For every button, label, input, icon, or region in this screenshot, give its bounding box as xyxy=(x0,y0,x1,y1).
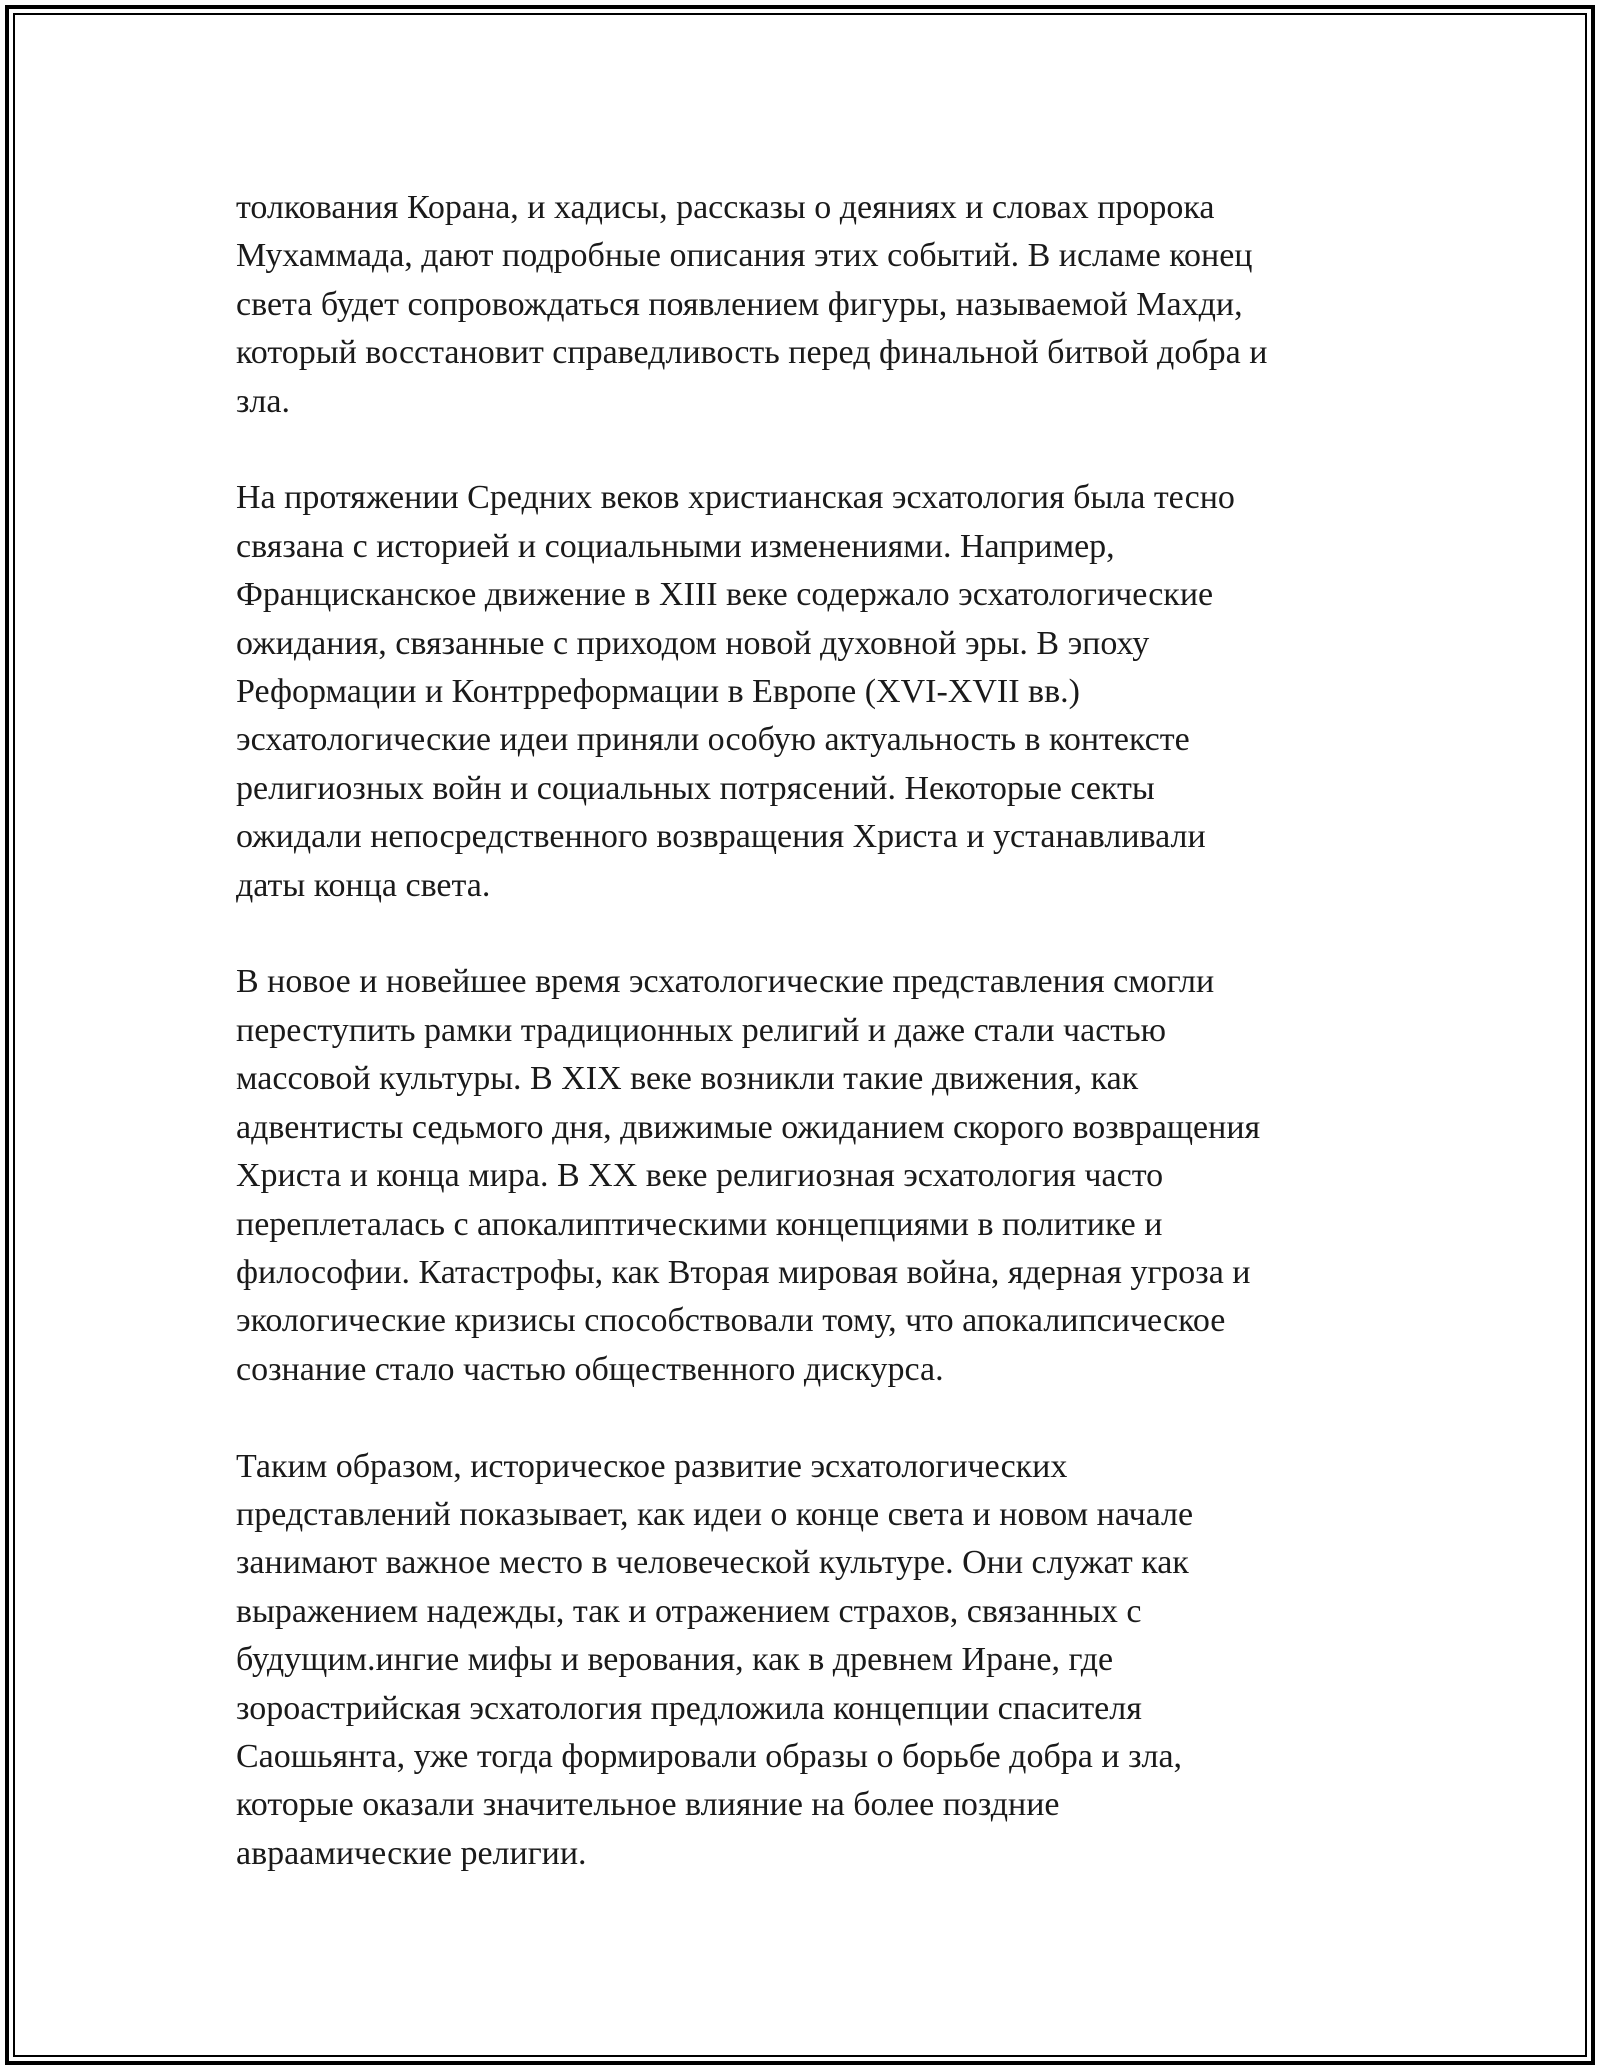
text-line: ожидали непосредственного возвращения Христа и устанавливали xyxy=(236,818,1206,856)
paragraph xyxy=(236,958,1376,1394)
text-line: даты конца света. xyxy=(236,866,491,904)
text-line: сознание стало частью общественного дискурса. xyxy=(236,1350,944,1388)
text-line: Христа и конца мира. В XX веке религиозная эсхатология часто xyxy=(236,1157,1164,1195)
text-line: которые оказали значительное влияние на более поздние xyxy=(236,1786,1060,1824)
text-line: зла. xyxy=(236,382,290,420)
text-line: адвентисты седьмого дня, движимые ожиданием скорого возвращения xyxy=(236,1108,1261,1146)
text-line: религиозных войн и социальных потрясений. Некоторые секты xyxy=(236,769,1155,807)
text-line: экологические кризисы способствовали тому, что апокалипсическое xyxy=(236,1302,1226,1340)
text-line: ожидания, связанные с приходом новой духовной эры. В эпоху xyxy=(236,624,1150,662)
text-line: зороастрийская эсхатология предложила концепции спасителя xyxy=(236,1689,1142,1727)
text-line: философии. Катастрофы, как Вторая мировая война, ядерная угроза и xyxy=(236,1253,1251,1291)
text-line: В новое и новейшее время эсхатологические представления смогли xyxy=(236,963,1215,1001)
text-line: переплеталась с апокалиптическими концепциями в политике и xyxy=(236,1205,1163,1243)
text-line: занимают важное место в человеческой культуре. Они служат как xyxy=(236,1544,1189,1582)
text-line: представлений показывает, как идеи о конце света и новом начале xyxy=(236,1495,1194,1533)
text-line: Мухаммада, дают подробные описания этих событий. В исламе конец xyxy=(236,237,1253,275)
text-line: выражением надежды, так и отражением страхов, связанных с xyxy=(236,1592,1142,1630)
text-line: будущим.ингие мифы и верования, как в древнем Иране, где xyxy=(236,1641,1114,1679)
text-line: Саошьянта, уже тогда формировали образы о борьбе добра и зла, xyxy=(236,1737,1183,1775)
text-line: эсхатологические идеи приняли особую актуальность в контексте xyxy=(236,721,1190,759)
text-line: массовой культуры. В XIX веке возникли такие движения, как xyxy=(236,1060,1139,1098)
text-line: Таким образом, историческое развитие эсхатологических xyxy=(236,1447,1068,1485)
paragraph xyxy=(236,1443,1376,1879)
text-line: Реформации и Контрреформации в Европе (XVI-XVII вв.) xyxy=(236,673,1080,711)
text-line: света будет сопровождаться появлением фигуры, называемой Махди, xyxy=(236,285,1243,323)
text-line: авраамические религии. xyxy=(236,1834,587,1872)
text-line: На протяжении Средних веков христианская эсхатология была тесно xyxy=(236,479,1235,517)
text-line: толкования Корана, и хадисы, рассказы о деяниях и словах пророка xyxy=(236,189,1215,226)
paragraph xyxy=(236,184,1376,426)
text-line: переступить рамки традиционных религий и даже стали частью xyxy=(236,1011,1167,1049)
text-line: который восстановит справедливость перед финальной битвой добра и xyxy=(236,334,1268,372)
document-body xyxy=(236,184,1376,1927)
text-line: Францисканское движение в XIII веке содержало эсхатологические xyxy=(236,576,1214,614)
text-line: связана с историей и социальными изменениями. Например, xyxy=(236,527,1115,565)
paragraph xyxy=(236,474,1376,910)
